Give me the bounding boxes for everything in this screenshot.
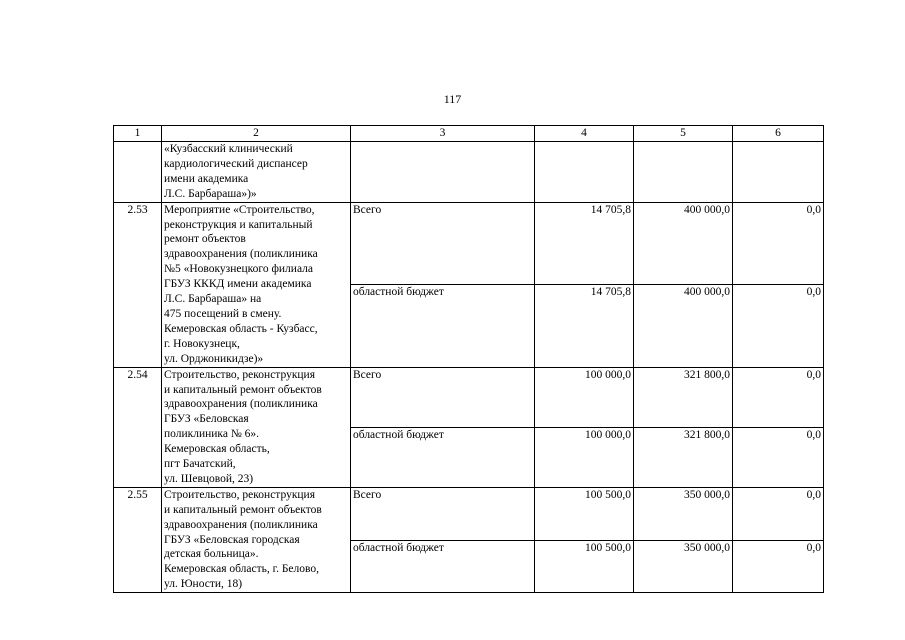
description-line: ГБУЗ КККД имени академика: [164, 278, 312, 291]
description-line: Л.С. Барбараша»)»: [164, 187, 257, 200]
source-label: областной бюджет: [351, 540, 535, 593]
description-line: здравоохранения (поликлиника: [164, 398, 318, 411]
row-id: 2.54: [114, 367, 162, 487]
value-cell: 0,0: [733, 285, 824, 367]
value-cell: 100 000,0: [535, 367, 634, 427]
value-cell: [535, 142, 634, 203]
column-header: 4: [535, 126, 634, 142]
description-line: поликлиника № 6».: [164, 428, 260, 441]
value-cell: [733, 142, 824, 203]
row-id: 2.55: [114, 487, 162, 592]
description-line: «Кузбасский клинический: [164, 143, 293, 155]
description-line: №5 «Новокузнецкого филиала: [164, 263, 313, 276]
source-label: областной бюджет: [351, 427, 535, 487]
value-cell: 14 705,8: [535, 285, 634, 367]
source-label: Всего: [351, 202, 535, 284]
description-line: Л.С. Барбараша» на: [164, 293, 262, 306]
description-line: реконструкция и капитальный: [164, 218, 313, 231]
description-line: ремонт объектов: [164, 233, 246, 246]
description-line: г. Новокузнецк,: [164, 337, 240, 350]
description-line: здравоохранения (поликлиника: [164, 248, 318, 261]
description-line: ул. Орджоникидзе)»: [164, 352, 264, 365]
description-line: ГБУЗ «Беловская: [164, 413, 249, 426]
column-header: 2: [162, 126, 351, 142]
column-header: 3: [351, 126, 535, 142]
description-line: кардиологический диспансер: [164, 157, 308, 170]
description-line: пгт Бачатский,: [164, 458, 236, 471]
table-row-continuation: [114, 142, 824, 203]
value-cell: 0,0: [733, 202, 824, 284]
table-row: [114, 487, 824, 540]
value-cell: 400 000,0: [634, 202, 733, 284]
description-line: Кемеровская область - Кузбасс,: [164, 322, 318, 335]
column-header: 1: [114, 126, 162, 142]
description-line: имени академика: [164, 172, 249, 185]
description-line: здравоохранения (поликлиника: [164, 518, 318, 531]
value-cell: 0,0: [733, 367, 824, 427]
description-line: и капитальный ремонт объектов: [164, 503, 322, 516]
budget-table: [113, 125, 824, 593]
description-cell: [162, 367, 351, 487]
description-line: детская больница».: [164, 548, 259, 561]
row-id-cell: [114, 142, 162, 203]
description-line: ГБУЗ «Беловская городская: [164, 533, 300, 546]
value-cell: 0,0: [733, 487, 824, 540]
value-cell: 100 500,0: [535, 487, 634, 540]
description-cell: [162, 202, 351, 367]
column-header: 6: [733, 126, 824, 142]
value-cell: 321 800,0: [634, 367, 733, 427]
description-line: ул. Шевцовой, 23): [164, 472, 254, 485]
description-line: Строительство, реконструкция: [164, 368, 315, 381]
description-line: 475 посещений в смену.: [164, 307, 282, 320]
value-cell: 14 705,8: [535, 202, 634, 284]
description-line: и капитальный ремонт объектов: [164, 383, 322, 396]
description-line: Мероприятие «Строительство,: [164, 203, 315, 216]
page-number: 117: [443, 92, 462, 106]
column-header: 5: [634, 126, 733, 142]
value-cell: 100 000,0: [535, 427, 634, 487]
source-label: Всего: [351, 367, 535, 427]
table-row: [114, 202, 824, 284]
value-cell: 350 000,0: [634, 540, 733, 593]
description-line: Строительство, реконструкция: [164, 488, 315, 501]
row-id: 2.53: [114, 202, 162, 367]
table-row: [114, 367, 824, 427]
value-cell: 321 800,0: [634, 427, 733, 487]
description-line: Кемеровская область, г. Белово,: [164, 563, 319, 576]
value-cell: 0,0: [733, 540, 824, 593]
description-cell: [162, 142, 351, 203]
source-cell: [351, 142, 535, 203]
value-cell: 100 500,0: [535, 540, 634, 593]
value-cell: 400 000,0: [634, 285, 733, 367]
description-line: Кемеровская область,: [164, 443, 270, 456]
value-cell: [634, 142, 733, 203]
value-cell: 0,0: [733, 427, 824, 487]
description-cell: [162, 487, 351, 592]
value-cell: 350 000,0: [634, 487, 733, 540]
source-label: областной бюджет: [351, 285, 535, 367]
table-header-row: [114, 126, 824, 142]
source-label: Всего: [351, 487, 535, 540]
description-line: ул. Юности, 18): [164, 578, 243, 591]
